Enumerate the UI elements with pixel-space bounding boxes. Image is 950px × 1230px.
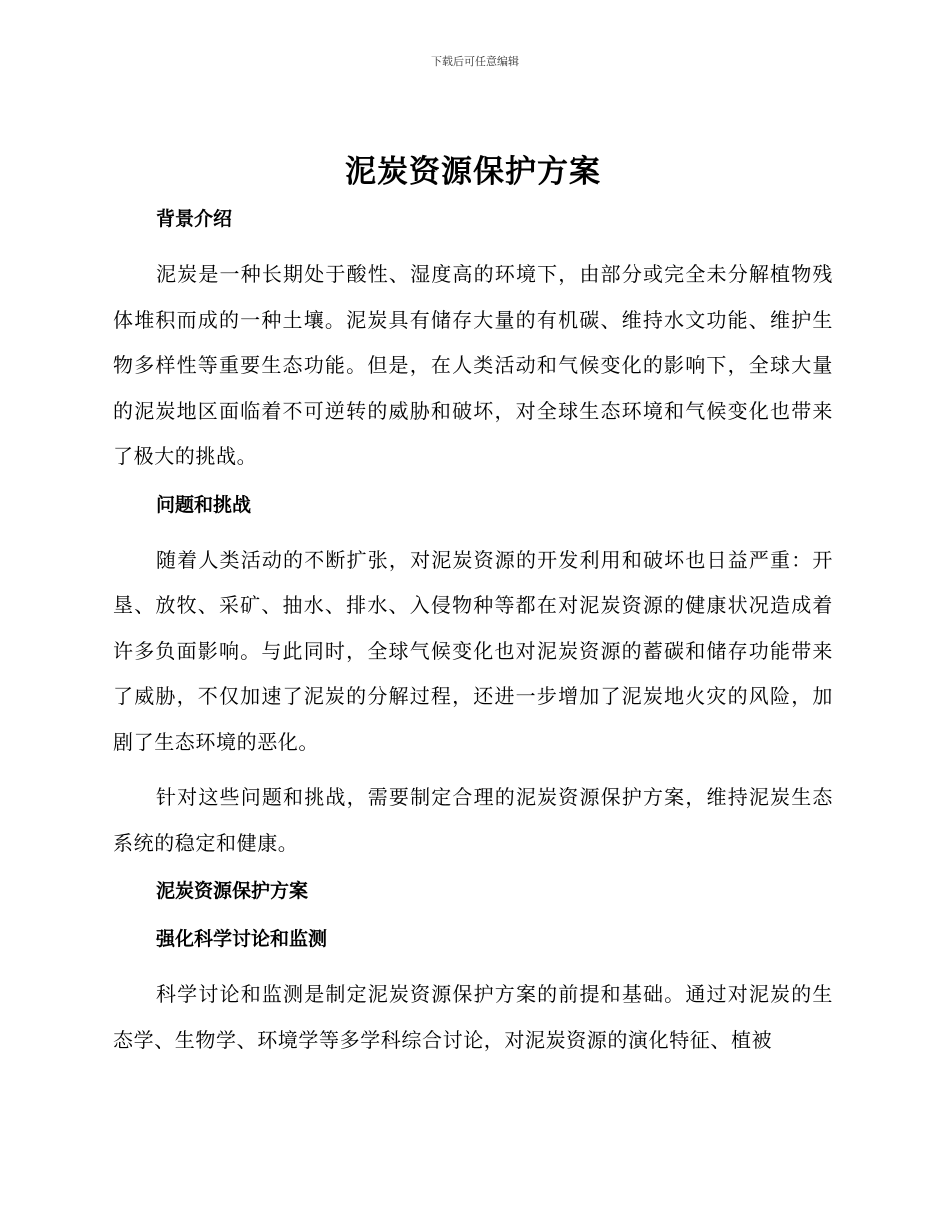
section-heading-background: 背景介绍	[156, 208, 233, 230]
problems-paragraph-1: 随着人类活动的不断扩张，对泥炭资源的开发利用和破坏也日益严重：开垦、放牧、采矿、抽水、排水、入侵物种等都在对泥炭资源的健康状况造成着许多负面影响。与此同时，全球气候变化也对泥炭资源的蓄碳和储存功能带来了威胁，不仅加速了泥炭的分解过程，还进一步增加了泥炭地火灾的风险，加剧了生态环境的恶化。	[113, 547, 833, 754]
document-title: 泥炭资源保护方案	[345, 154, 601, 190]
section-heading-protection-plan: 泥炭资源保护方案	[156, 880, 309, 902]
research-monitoring-paragraph: 科学讨论和监测是制定泥炭资源保护方案的前提和基础。通过对泥炭的生态学、生物学、环境学等多学科综合讨论，对泥炭资源的演化特征、植被	[113, 982, 833, 1052]
section-heading-research-monitoring: 强化科学讨论和监测	[156, 928, 328, 950]
page-header-note: 下载后可任意编辑	[431, 55, 519, 68]
document-body	[113, 148, 833, 1073]
problems-paragraph-2: 针对这些问题和挑战，需要制定合理的泥炭资源保护方案，维持泥炭生态系统的稳定和健康。	[113, 785, 833, 855]
background-paragraph: 泥炭是一种长期处于酸性、湿度高的环境下，由部分或完全未分解植物残体堆积而成的一种土壤。泥炭具有储存大量的有机碳、维持水文功能、维护生物多样性等重要生态功能。但是，在人类活动和气候变化的影响下，全球大量的泥炭地区面临着不可逆转的威胁和破坏，对全球生态环境和气候变化也带来了极大的挑战。	[113, 262, 833, 468]
section-heading-problems: 问题和挑战	[156, 493, 252, 516]
